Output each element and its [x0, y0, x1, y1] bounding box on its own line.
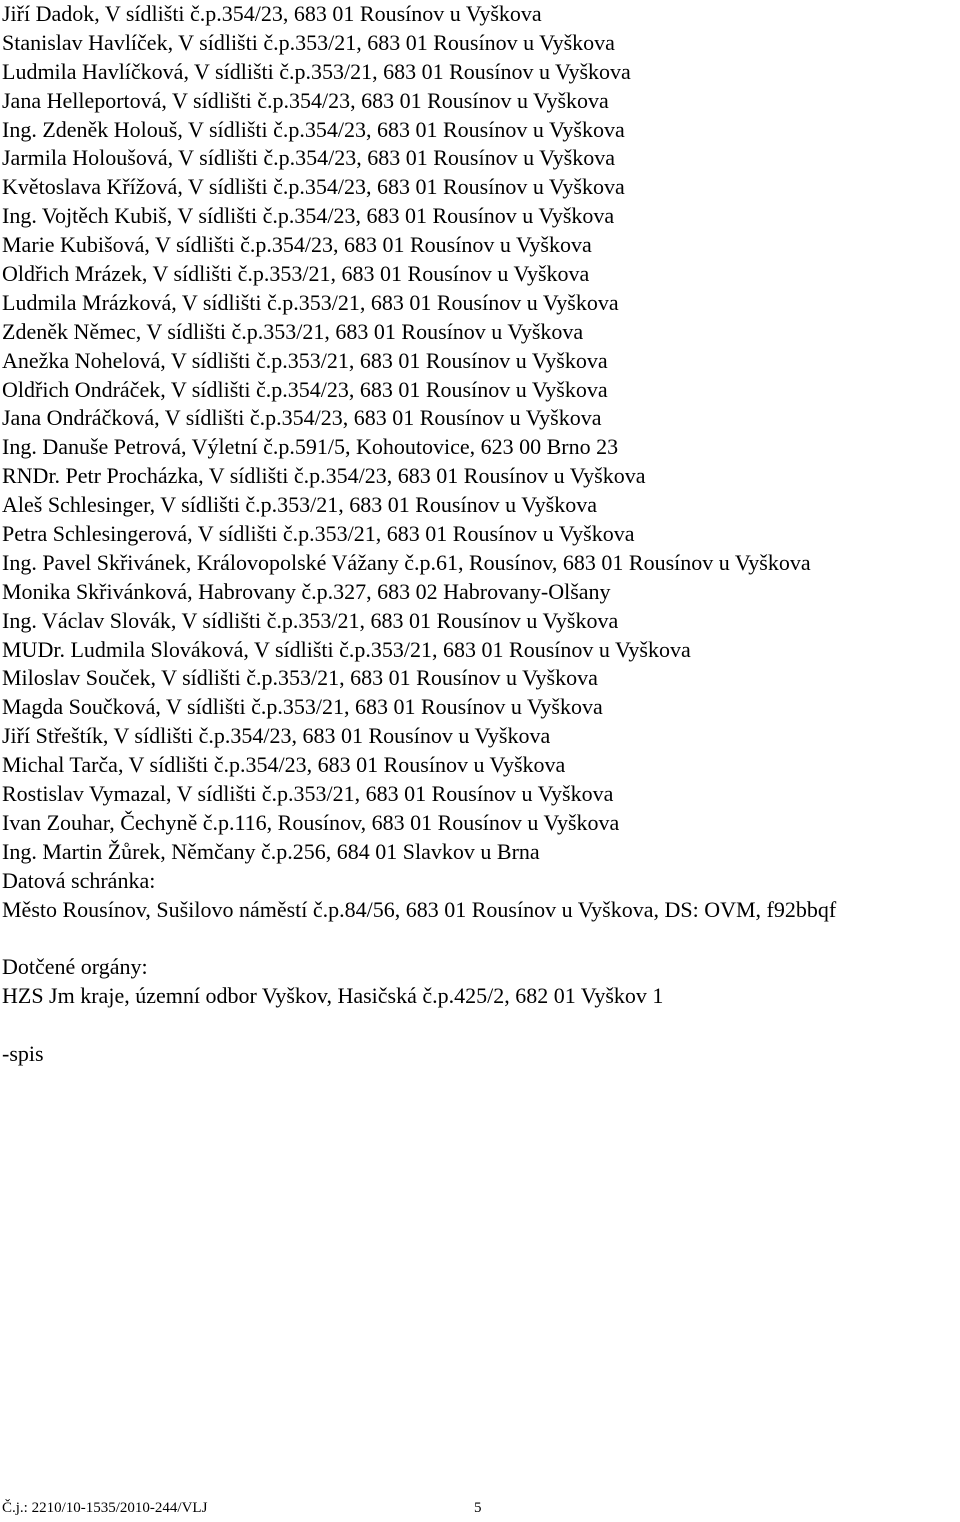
recipient-line: Marie Kubišová, V sídlišti č.p.354/23, 683 01 Rousínov u Vyškova: [2, 232, 592, 258]
recipient-line: Rostislav Vymazal, V sídlišti č.p.353/21, 683 01 Rousínov u Vyškova: [2, 781, 614, 807]
document-body: [2, 0, 958, 1069]
recipient-line: Petra Schlesingerová, V sídlišti č.p.353/21, 683 01 Rousínov u Vyškova: [2, 521, 635, 547]
recipient-line: Oldřich Ondráček, V sídlišti č.p.354/23, 683 01 Rousínov u Vyškova: [2, 376, 608, 402]
recipient-line: RNDr. Petr Procházka, V sídlišti č.p.354/23, 683 01 Rousínov u Vyškova: [2, 463, 646, 489]
closing-note: -spis: [2, 1041, 44, 1067]
recipient-line: Aleš Schlesinger, V sídlišti č.p.353/21, 683 01 Rousínov u Vyškova: [2, 492, 597, 518]
recipient-line: Oldřich Mrázek, V sídlišti č.p.353/21, 683 01 Rousínov u Vyškova: [2, 261, 590, 287]
authorities-heading: Dotčené orgány:: [2, 954, 148, 980]
authorities-section: [2, 953, 958, 1011]
recipient-line: Ing. Vojtěch Kubiš, V sídlišti č.p.354/23, 683 01 Rousínov u Vyškova: [2, 203, 615, 229]
authorities-entry: HZS Jm kraje, územní odbor Vyškov, Hasičská č.p.425/2, 682 01 Vyškov 1: [2, 983, 664, 1009]
section-spacer: [2, 1011, 958, 1040]
recipient-line: Miloslav Souček, V sídlišti č.p.353/21, 683 01 Rousínov u Vyškova: [2, 665, 598, 691]
recipient-line: Jana Ondráčková, V sídlišti č.p.354/23, 683 01 Rousínov u Vyškova: [2, 405, 602, 431]
recipient-line: Ing. Václav Slovák, V sídlišti č.p.353/21, 683 01 Rousínov u Vyškova: [2, 607, 619, 633]
recipient-line: Michal Tarča, V sídlišti č.p.354/23, 683 01 Rousínov u Vyškova: [2, 752, 566, 778]
recipient-line: Ludmila Havlíčková, V sídlišti č.p.353/21, 683 01 Rousínov u Vyškova: [2, 58, 631, 84]
recipient-line: Stanislav Havlíček, V sídlišti č.p.353/21, 683 01 Rousínov u Vyškova: [2, 29, 615, 55]
reference-number: Č.j.: 2210/10-1535/2010-244/VLJ: [2, 1500, 208, 1516]
recipient-line: Jana Helleportová, V sídlišti č.p.354/23, 683 01 Rousínov u Vyškova: [2, 87, 609, 113]
recipient-line: Ing. Martin Žůrek, Němčany č.p.256, 684 01 Slavkov u Brna: [2, 838, 540, 864]
recipient-list: [2, 0, 958, 867]
recipient-line: Ivan Zouhar, Čechyně č.p.116, Rousínov, 683 01 Rousínov u Vyškova: [2, 809, 620, 835]
databox-heading: Datová schránka:: [2, 867, 156, 893]
recipient-line: Jarmila Holoušová, V sídlišti č.p.354/23, 683 01 Rousínov u Vyškova: [2, 145, 615, 171]
recipient-line: Jiří Dadok, V sídlišti č.p.354/23, 683 01 Rousínov u Vyškova: [2, 1, 542, 26]
recipient-line: MUDr. Ludmila Slováková, V sídlišti č.p.353/21, 683 01 Rousínov u Vyškova: [2, 636, 691, 662]
recipient-line: Ing. Pavel Skřivánek, Královopolské Vážany č.p.61, Rousínov, 683 01 Rousínov u Vyškova: [2, 549, 811, 575]
recipient-line: Magda Součková, V sídlišti č.p.353/21, 683 01 Rousínov u Vyškova: [2, 694, 603, 720]
recipient-line: Anežka Nohelová, V sídlišti č.p.353/21, 683 01 Rousínov u Vyškova: [2, 347, 608, 373]
recipient-line: Jiří Střeštík, V sídlišti č.p.354/23, 683 01 Rousínov u Vyškova: [2, 723, 551, 749]
databox-section: [2, 867, 958, 925]
recipient-line: Ing. Zdeněk Holouš, V sídlišti č.p.354/23, 683 01 Rousínov u Vyškova: [2, 116, 625, 142]
recipient-line: Ing. Danuše Petrová, Výletní č.p.591/5, Kohoutovice, 623 00 Brno 23: [2, 434, 619, 460]
recipient-line: Ludmila Mrázková, V sídlišti č.p.353/21, 683 01 Rousínov u Vyškova: [2, 289, 619, 315]
recipient-line: Zdeněk Němec, V sídlišti č.p.353/21, 683 01 Rousínov u Vyškova: [2, 318, 584, 344]
section-spacer: [2, 925, 958, 954]
recipient-line: Květoslava Křížová, V sídlišti č.p.354/23, 683 01 Rousínov u Vyškova: [2, 174, 625, 200]
page-number: 5: [474, 1500, 482, 1516]
databox-entry: Město Rousínov, Sušilovo náměstí č.p.84/56, 683 01 Rousínov u Vyškova, DS: OVM, f92bbqf: [2, 896, 837, 922]
recipient-line: Monika Skřivánková, Habrovany č.p.327, 683 02 Habrovany-Olšany: [2, 578, 611, 604]
page-footer: [2, 1496, 958, 1520]
